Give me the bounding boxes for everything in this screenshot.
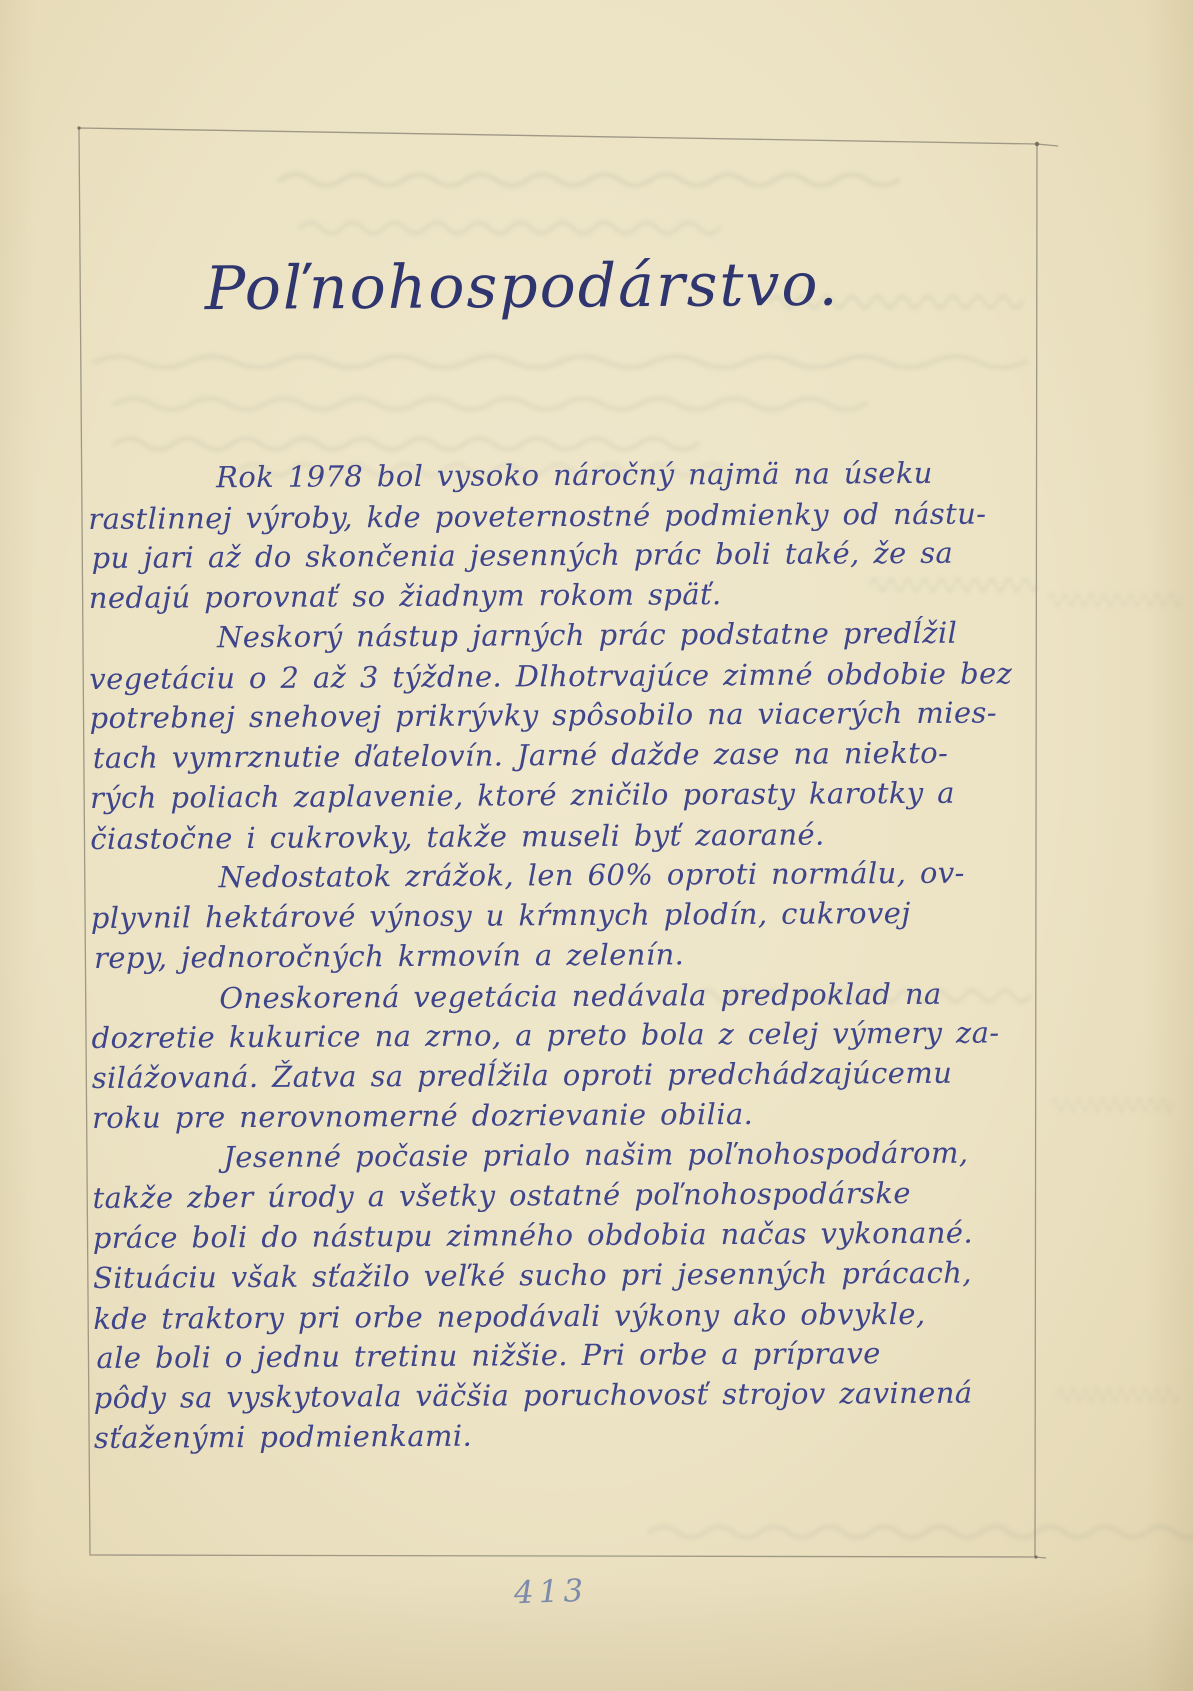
handwriting-line: rých poliach zaplavenie, ktoré zničilo porasty karotky a (89, 775, 955, 815)
handwriting-line: silážovaná. Žatva sa predĺžila oproti predchádzajúcemu (91, 1055, 953, 1095)
handwriting-line: pu jari až do skončenia jesenných prác boli také, že sa (91, 535, 954, 575)
handwriting-line: kde traktory pri orbe nepodávali výkony ako obvykle, (93, 1296, 926, 1336)
handwriting-line: nedajú porovnať so žiadnym rokom späť. (88, 577, 722, 615)
chapter-body (88, 453, 1013, 1458)
handwriting-line: pôdy sa vyskytovala väčšia poruchovosť strojov zavinená (93, 1375, 973, 1415)
handwriting-line: takže zber úrody a všetky ostatné poľnohospodárske (92, 1175, 911, 1215)
handwriting-line: práce boli do nástupu zimného obdobia načas vykonané. (92, 1215, 974, 1255)
handwriting-line: sťaženými podmienkami. (93, 1418, 473, 1455)
handwriting-line: Oneskorená vegetácia nedávala predpoklad na (219, 976, 942, 1016)
handwriting-line: čiastočne i cukrovky, takže museli byť zaorané. (90, 817, 825, 856)
handwriting-line: plyvnil hektárové výnosy u kŕmnych plodín, cukrovej (90, 895, 911, 935)
handwriting-line: rastlinnej výroby, kde poveternostné podmienky od nástu- (88, 496, 987, 536)
handwriting-line: tach vymrznutie ďatelovín. Jarné dažde zase na niekto- (92, 735, 949, 775)
handwriting-line: Situáciu však sťažilo veľké sucho pri jesenných prácach, (92, 1255, 973, 1295)
handwriting-line: vegetáciu o 2 až 3 týždne. Dlhotrvajúce zimné obdobie bez (89, 656, 1013, 696)
handwriting-line: Nedostatok zrážok, len 60% oproti normálu, ov- (218, 855, 965, 895)
handwriting-line: dozretie kukurice na zrno, a preto bola z celej výmery za- (91, 1015, 1000, 1055)
handwriting-line: ale boli o jednu tretinu nižšie. Pri orbe a príprave (96, 1336, 881, 1375)
handwriting-line: roku pre nerovnomerné dozrievanie obilia. (91, 1096, 754, 1135)
page-number: 413 (513, 1572, 589, 1612)
handwriting-line: Rok 1978 bol vysoko náročný najmä na úseku (216, 455, 933, 495)
handwriting-line: repy, jednoročných krmovín a zelenín. (93, 937, 685, 975)
handwriting-line: Neskorý nástup jarných prác podstatne predĺžil (216, 615, 958, 655)
handwriting-line: Jesenné počasie prialo našim poľnohospodárom, (223, 1135, 969, 1175)
chapter-title: Poľnohospodárstvo. (204, 249, 840, 325)
handwriting-line: potrebnej snehovej prikrývky spôsobilo na viacerých mies- (89, 695, 998, 735)
